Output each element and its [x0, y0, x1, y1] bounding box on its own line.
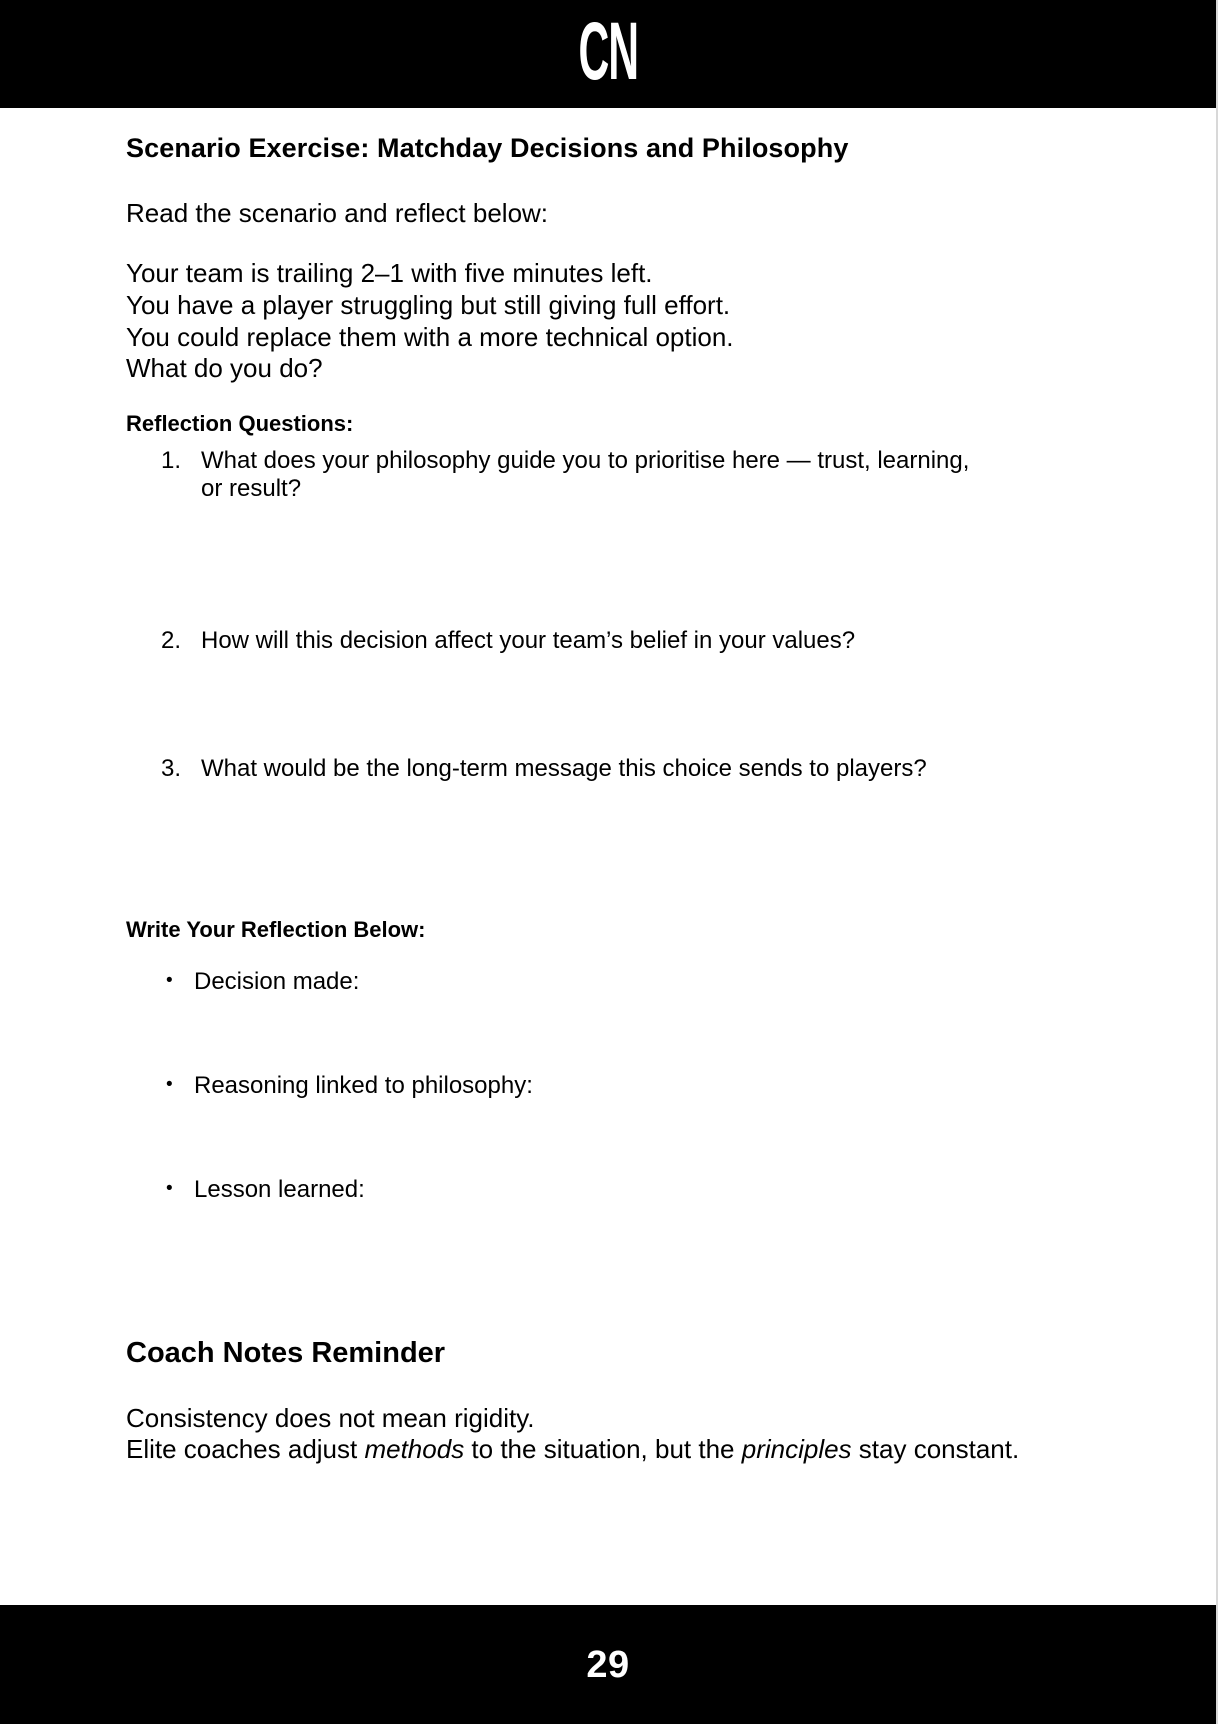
write-reflection-label: Write Your Reflection Below: — [126, 917, 426, 943]
question-item — [126, 755, 1156, 875]
page-header-band — [0, 0, 1216, 108]
scenario-line-1: Your team is trailing 2–1 with five minutes left. — [126, 258, 653, 289]
scenario-block — [126, 258, 1156, 385]
question-number: 2. — [161, 627, 182, 655]
question-text: How will this decision affect your team’s belief in your values? — [201, 627, 856, 655]
scenario-line-2: You have a player struggling but still giving full effort. — [126, 289, 731, 320]
question-number: 3. — [161, 755, 182, 783]
page-title: Scenario Exercise: Matchday Decisions and Philosophy — [126, 133, 849, 163]
notes-text-after: stay constant. — [851, 1434, 1020, 1465]
reflection-prompts-list — [126, 968, 1156, 1280]
coach-notes-line-1: Consistency does not mean rigidity. — [126, 1402, 535, 1433]
section-spacer — [126, 875, 1156, 917]
list-item — [126, 1176, 1156, 1280]
list-item — [126, 968, 1156, 1072]
list-item-label: Decision made: — [194, 967, 360, 995]
coach-notes-line-2 — [126, 1434, 1156, 1466]
page-content — [0, 108, 1216, 1605]
bullet-icon: • — [166, 1177, 173, 1199]
notes-emphasis-principles: principles — [741, 1434, 852, 1465]
page-number: 29 — [586, 1643, 630, 1686]
reflection-questions-label: Reflection Questions: — [126, 410, 354, 436]
question-number: 1. — [161, 447, 182, 475]
coach-notes-heading: Coach Notes Reminder — [126, 1336, 446, 1369]
notes-text-middle: to the situation, but the — [464, 1434, 742, 1465]
question-text: What does your philosophy guide you to prioritise here — trust, learning, or result? — [201, 447, 970, 503]
list-item-label: Lesson learned: — [194, 1175, 365, 1203]
notes-emphasis-methods: methods — [364, 1434, 465, 1465]
scenario-line-3: You could replace them with a more technical option. — [126, 321, 734, 352]
question-item — [126, 627, 1156, 755]
page-footer-band — [0, 1605, 1216, 1724]
question-text: What would be the long-term message this choice sends to players? — [201, 755, 927, 783]
lead-instruction: Read the scenario and reflect below: — [126, 198, 549, 229]
list-item-label: Reasoning linked to philosophy: — [194, 1071, 533, 1099]
notes-text-before: Elite coaches adjust — [126, 1434, 365, 1465]
list-item — [126, 1072, 1156, 1176]
scenario-line-4: What do you do? — [126, 353, 323, 384]
bullet-icon: • — [166, 969, 173, 991]
reflection-questions-list — [126, 447, 1156, 875]
question-item — [126, 447, 1156, 627]
brand-logo-cn: CN — [578, 6, 638, 97]
bullet-icon: • — [166, 1073, 173, 1095]
